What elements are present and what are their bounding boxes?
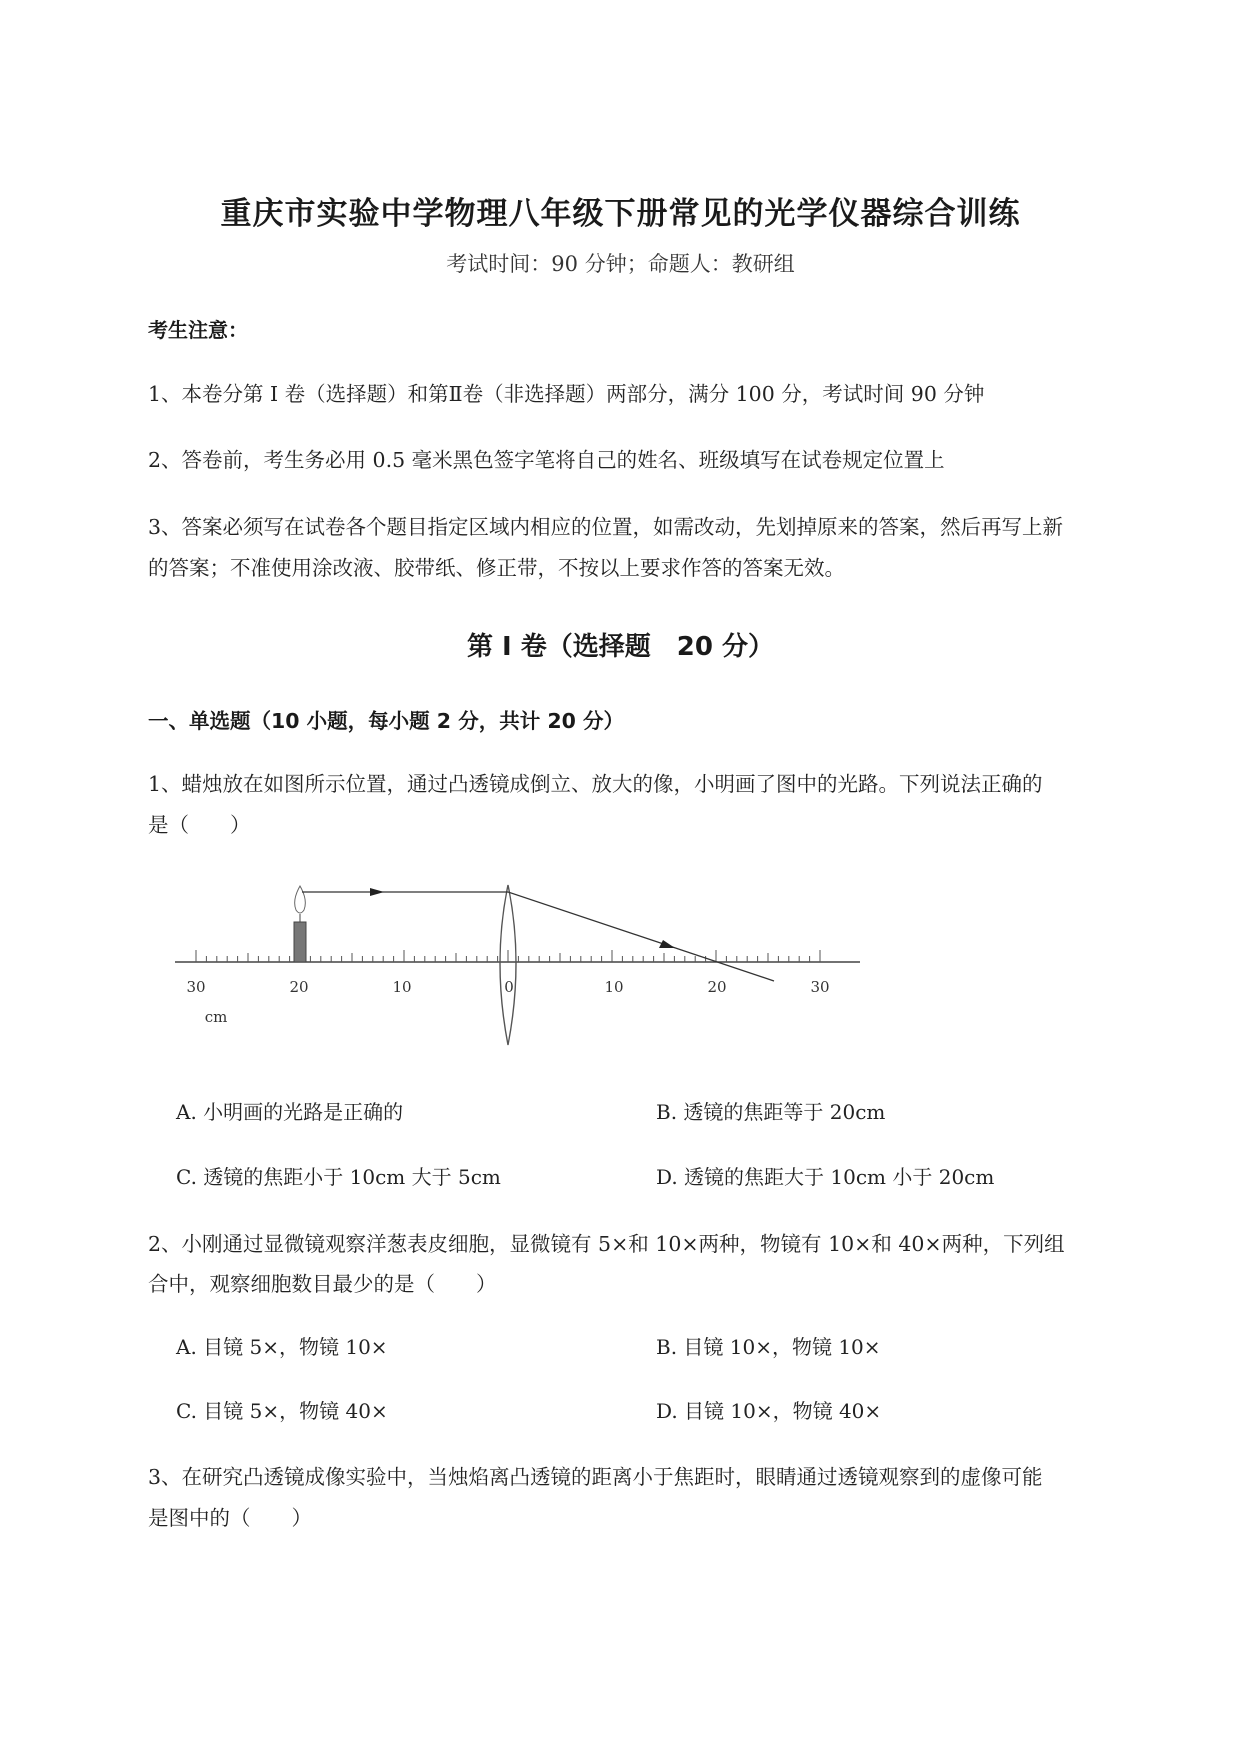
question-2-stem: 2、小刚通过显微镜观察洋葱表皮细胞，显微镜有 5×和 10×两种，物镜有 10×和 40×两种，下列组: [148, 1232, 1065, 1256]
option-b[interactable]: B. 目镜 10×，物镜 10×: [656, 1335, 881, 1359]
candle: [294, 886, 306, 962]
tick-label: 0: [504, 978, 514, 996]
tick-labels: [186, 978, 829, 1026]
tick-label: 30: [186, 978, 206, 996]
option-a[interactable]: A. 目镜 5×，物镜 10×: [176, 1335, 388, 1359]
tick-label: 20: [289, 978, 309, 996]
question-3-stem: 3、在研究凸透镜成像实验中，当烛焰离凸透镜的距离小于焦距时，眼睛通过透镜观察到的虚像可能: [148, 1465, 1043, 1489]
option-c[interactable]: C. 透镜的焦距小于 10cm 大于 5cm: [176, 1165, 501, 1189]
section-title: 第 I 卷（选择题 20 分）: [466, 632, 774, 662]
exam-info: 考试时间：90 分钟；命题人：教研组: [446, 252, 795, 276]
convex-lens: [500, 885, 516, 1045]
question-1-stem-continued: 是（ ）: [148, 813, 251, 837]
notice-heading: 考生注意：: [148, 318, 248, 342]
question-2-stem-continued: 合中，观察细胞数目最少的是（ ）: [148, 1272, 497, 1296]
lens-diagram: [170, 870, 870, 1060]
notice-item: 3、答案必须写在试卷各个题目指定区域内相应的位置，如需改动，先划掉原来的答案，然后再写上新: [148, 515, 1064, 539]
tick-label: 10: [392, 978, 412, 996]
part-heading: 一、单选题（10 小题，每小题 2 分，共计 20 分）: [148, 709, 625, 733]
light-ray: [302, 888, 774, 981]
question-3-stem-continued: 是图中的（ ）: [148, 1506, 312, 1530]
notice-item: 2、答卷前，考生务必用 0.5 毫米黑色签字笔将自己的姓名、班级填写在试卷规定位置上: [148, 448, 945, 472]
option-c[interactable]: C. 目镜 5×，物镜 40×: [176, 1399, 388, 1423]
unit-label: cm: [204, 1008, 228, 1026]
tick-label: 20: [707, 978, 727, 996]
tick-label: 30: [810, 978, 830, 996]
option-b[interactable]: B. 透镜的焦距等于 20cm: [656, 1100, 886, 1124]
optical-axis-ruler: [175, 950, 860, 962]
tick-label: 10: [604, 978, 624, 996]
option-d[interactable]: D. 目镜 10×，物镜 40×: [656, 1399, 882, 1423]
option-a[interactable]: A. 小明画的光路是正确的: [176, 1100, 404, 1124]
page-title: 重庆市实验中学物理八年级下册常见的光学仪器综合训练: [220, 196, 1021, 232]
notice-item: 1、本卷分第 I 卷（选择题）和第Ⅱ卷（非选择题）两部分，满分 100 分，考试时间 90 分钟: [148, 382, 985, 406]
option-d[interactable]: D. 透镜的焦距大于 10cm 小于 20cm: [656, 1165, 995, 1189]
notice-item-continued: 的答案；不准使用涂改液、胶带纸、修正带，不按以上要求作答的答案无效。: [148, 556, 845, 580]
question-1-stem: 1、蜡烛放在如图所示位置，通过凸透镜成倒立、放大的像，小明画了图中的光路。下列说法正确的: [148, 772, 1043, 796]
